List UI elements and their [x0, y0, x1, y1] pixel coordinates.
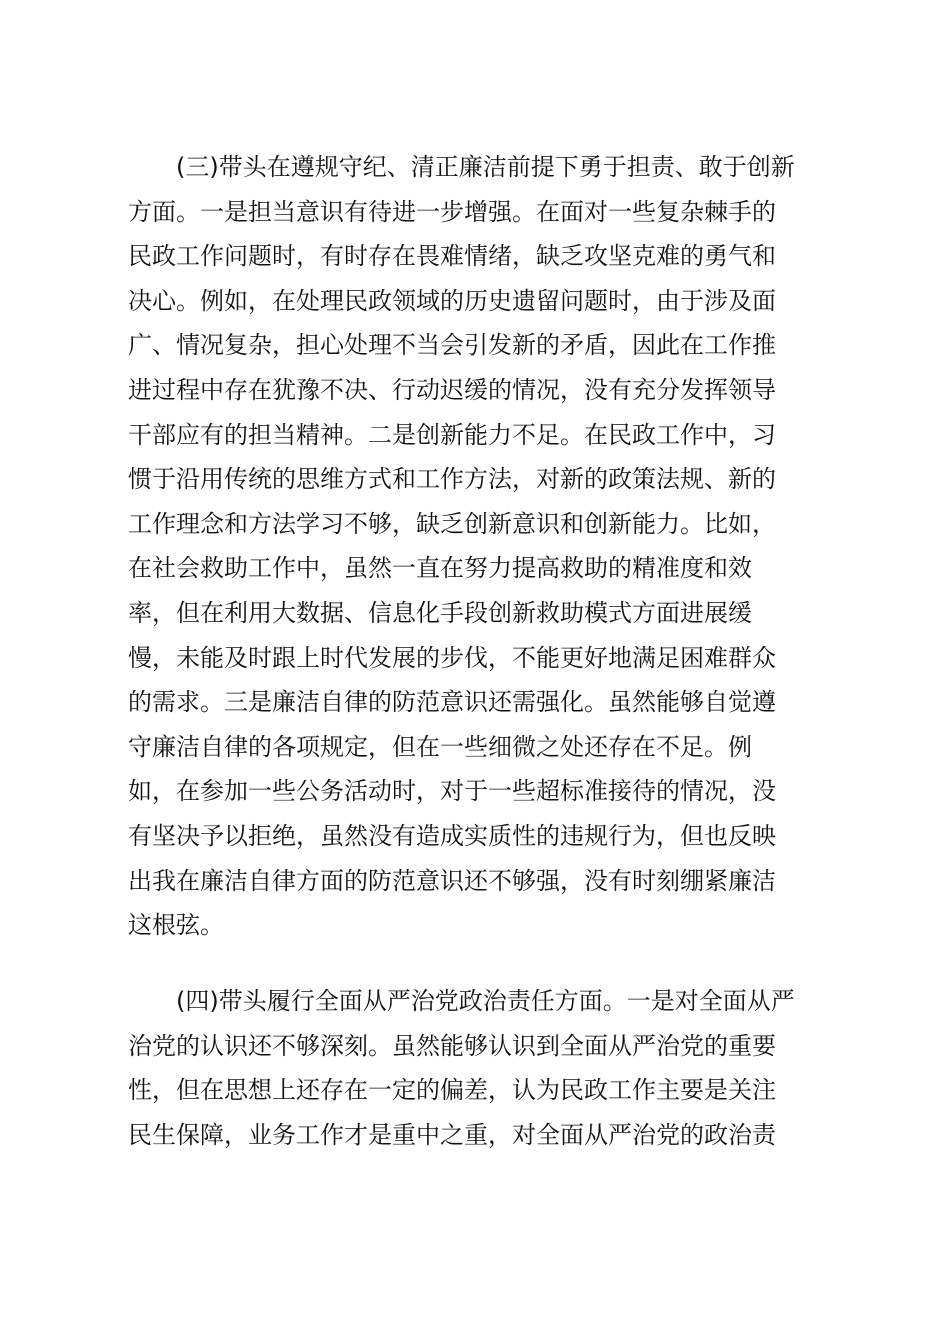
- text-line: 民政工作问题时，有时存在畏难情绪，缺乏攻坚克难的勇气和: [128, 242, 776, 271]
- text-line: 的需求。三是廉洁自律的防范意识还需强化。虽然能够自觉遵: [128, 688, 776, 717]
- text-line: 进过程中存在犹豫不决、行动迟缓的情况，没有充分发挥领导: [128, 375, 776, 404]
- text-line: 决心。例如，在处理民政领域的历史遗留问题时，由于涉及面: [128, 286, 776, 315]
- text-line: (四)带头履行全面从严治党政治责任方面。一是对全面从严: [176, 987, 795, 1015]
- text-line: 方面。一是担当意识有待进一步增强。在面对一些复杂棘手的: [128, 197, 776, 226]
- text-line: 慢，未能及时跟上时代发展的步伐，不能更好地满足困难群众: [128, 643, 776, 672]
- paragraph-section-3: [128, 145, 828, 948]
- text-line: 广、情况复杂，担心处理不当会引发新的矛盾，因此在工作推: [128, 331, 776, 360]
- text-line: 这根弦。: [128, 911, 224, 940]
- text-line: 干部应有的担当精神。二是创新能力不足。在民政工作中，习: [128, 420, 776, 449]
- text-line: 在社会救助工作中，虽然一直在努力提高救助的精准度和效: [128, 554, 752, 583]
- text-line: (三)带头在遵规守纪、清正廉洁前提下勇于担责、敢于创新: [176, 153, 795, 181]
- text-line: 如，在参加一些公务活动时，对于一些超标准接待的情况，没: [128, 777, 776, 806]
- text-line: 性，但在思想上还存在一定的偏差，认为民政工作主要是关注: [128, 1076, 776, 1105]
- text-line: 率，但在利用大数据、信息化手段创新救助模式方面进展缓: [128, 598, 752, 627]
- text-line: 守廉洁自律的各项规定，但在一些细微之处还存在不足。例: [128, 732, 752, 761]
- text-line: 治党的认识还不够深刻。虽然能够认识到全面从严治党的重要: [128, 1031, 776, 1060]
- text-line: 出我在廉洁自律方面的防范意识还不够强，没有时刻绷紧廉洁: [128, 866, 776, 895]
- text-line: 有坚决予以拒绝，虽然没有造成实质性的违规行为，但也反映: [128, 821, 776, 850]
- text-line: 惯于沿用传统的思维方式和工作方法，对新的政策法规、新的: [128, 465, 776, 494]
- paragraph-section-4: [128, 979, 828, 1157]
- text-line: 工作理念和方法学习不够，缺乏创新意识和创新能力。比如，: [128, 509, 776, 538]
- text-line: 民生保障，业务工作才是重中之重，对全面从严治党的政治责: [128, 1120, 776, 1149]
